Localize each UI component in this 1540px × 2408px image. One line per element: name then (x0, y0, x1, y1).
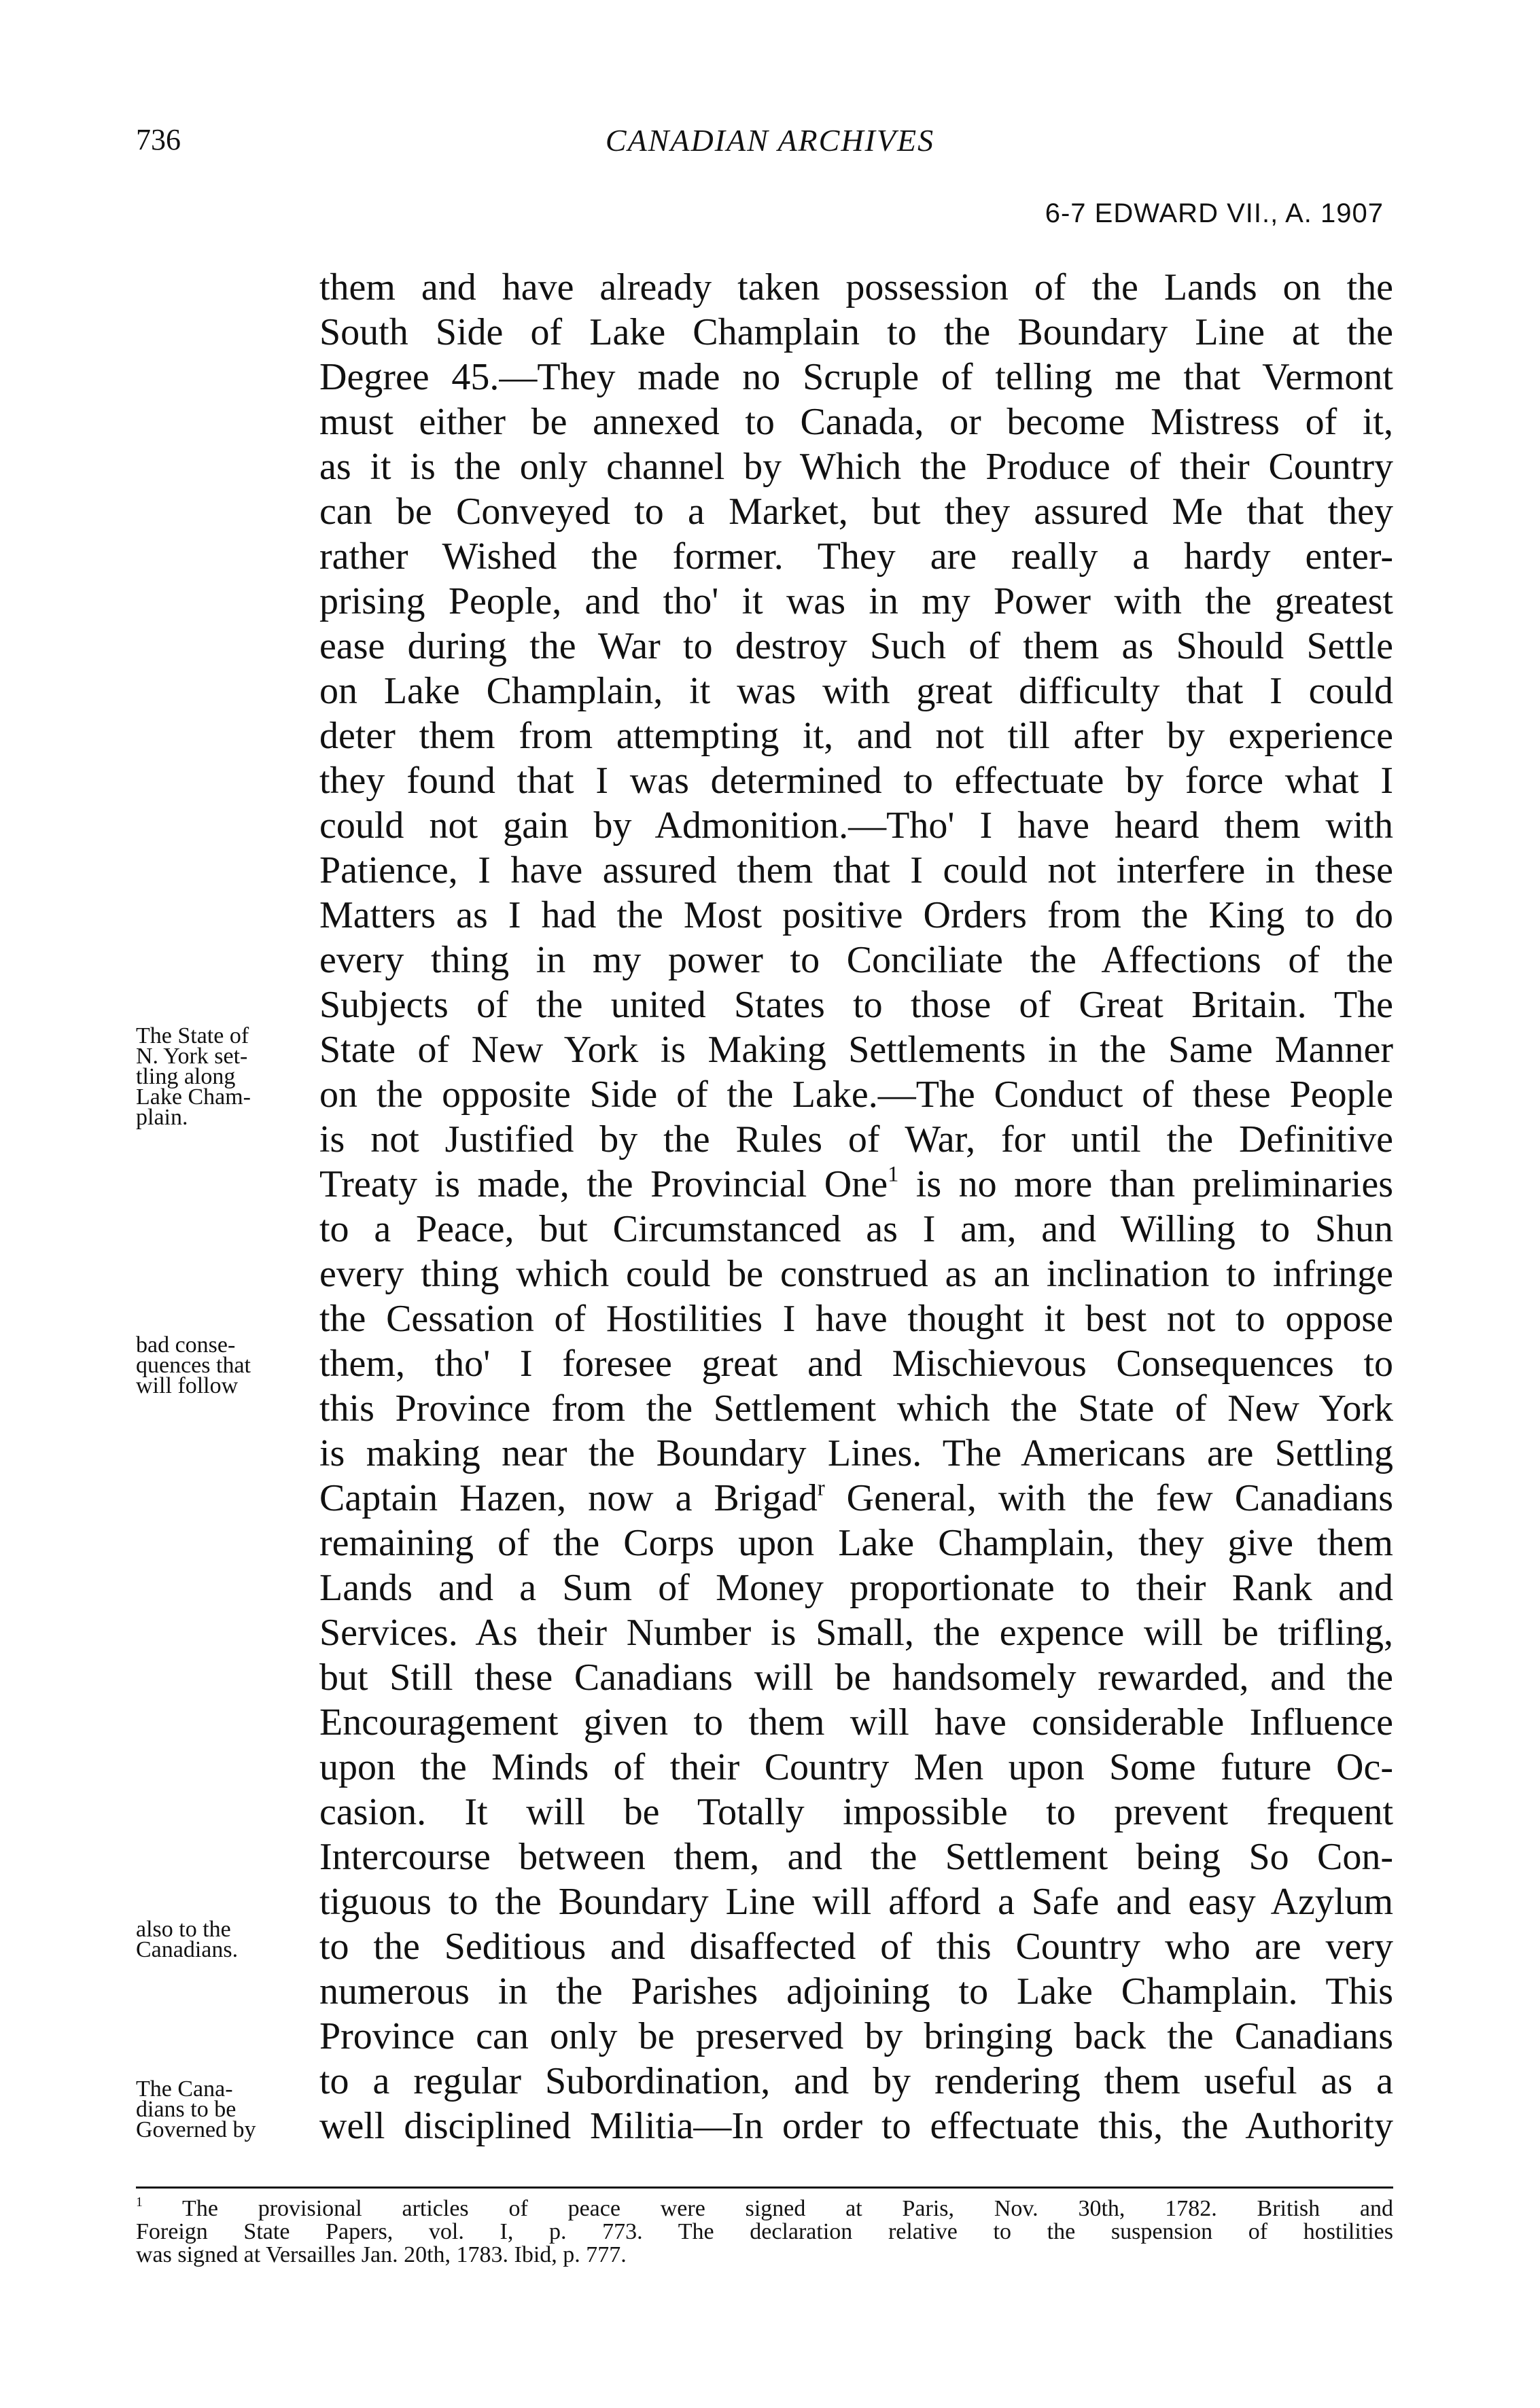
body-line-text: Captain Hazen, now a Brigad (319, 1477, 818, 1519)
sidenote-line: Lake Cham- (136, 1084, 251, 1110)
body-line: Encouragement given to them will have considerable Influence (319, 1701, 1393, 1743)
body-line: to the Seditious and disaffected of this Country who are very (319, 1926, 1393, 1968)
body-line: Services. As their Number is Small, the expence will be trifling, (319, 1612, 1393, 1654)
sidenote-line: also to the (136, 1917, 231, 1942)
body-line: Intercourse between them, and the Settlement being So Con- (319, 1836, 1393, 1878)
footnote-divider (136, 2186, 1393, 2189)
sidenote-line: Governed by (136, 2117, 256, 2142)
body-line: to a Peace, but Circumstanced as I am, and Willing to Shun (319, 1208, 1393, 1250)
body-line: can be Conveyed to a Market, but they assured Me that they (319, 491, 1393, 533)
body-line: Lands and a Sum of Money proportionate to their Rank and (319, 1567, 1393, 1609)
body-line: every thing in my power to Conciliate the Affections of the (319, 939, 1393, 981)
session-label: 6-7 EDWARD VII., A. 1907 (1045, 198, 1384, 228)
sidenote-line: Canadians. (136, 1937, 239, 1962)
body-line: this Province from the Settlement which the State of New York (319, 1387, 1393, 1430)
sidenote-line: will follow (136, 1373, 239, 1398)
body-line-footnote-ref (319, 1162, 1393, 1207)
body-line: upon the Minds of their Country Men upon Some future Oc- (319, 1746, 1393, 1788)
body-line: deter them from attempting it, and not till after by experience (319, 715, 1393, 757)
superscript-abbreviation: r (817, 1476, 825, 1501)
body-line: they found that I was determined to effectuate by force what I (319, 760, 1393, 802)
body-line-text: General, with the few Canadians (824, 1477, 1393, 1519)
footnote-line: was signed at Versailles Jan. 20th, 1783. Ibid, p. 777. (136, 2242, 627, 2267)
footnote-reference: 1 (888, 1162, 899, 1187)
body-line: on Lake Champlain, it was with great difficulty that I could (319, 670, 1393, 712)
body-line: Matters as I had the Most positive Orders from the King to do (319, 894, 1393, 936)
body-line: on the opposite Side of the Lake.—The Conduct of these People (319, 1074, 1393, 1116)
sidenote-state-ny (136, 1023, 318, 1130)
footnote-text: The provisional articles of peace were signed at Paris, Nov. 30th, 1782. British and (142, 2196, 1393, 2221)
sidenote-line: N. York set- (136, 1044, 248, 1069)
footnote-marker: 1 (136, 2195, 143, 2210)
body-text (319, 265, 1393, 2148)
body-line-text: is no more than preliminaries (898, 1163, 1393, 1205)
body-line: the Cessation of Hostilities I have thought it best not to oppose (319, 1298, 1393, 1340)
body-line: South Side of Lake Champlain to the Boundary Line at the (319, 311, 1393, 353)
sidenote-line: tling along (136, 1064, 236, 1089)
body-line: is making near the Boundary Lines. The Americans are Settling (319, 1432, 1393, 1474)
sidenote-bad-consequences (136, 1332, 318, 1398)
footnote-line (136, 2197, 1393, 2220)
sidenote-canadians-governed (136, 2076, 318, 2142)
footnote (136, 2197, 1393, 2267)
body-line: rather Wished the former. They are really a hardy enter- (319, 535, 1393, 578)
body-line: as it is the only channel by Which the Produce of their Country (319, 446, 1393, 488)
body-line: them, tho' I foresee great and Mischievous Consequences to (319, 1343, 1393, 1385)
body-line: them and have already taken possession of the Lands on the (319, 266, 1393, 308)
body-line: prising People, and tho' it was in my Power with the greatest (319, 580, 1393, 622)
body-line: to a regular Subordination, and by rendering them useful as a (319, 2060, 1393, 2102)
body-line: Province can only be preserved by bringing back the Canadians (319, 2015, 1393, 2057)
sidenote-line: bad conse- (136, 1332, 236, 1358)
body-line: is not Justified by the Rules of War, for until the Definitive (319, 1118, 1393, 1161)
body-line: Degree 45.—They made no Scruple of telling me that Vermont (319, 356, 1393, 398)
sidenote-line: The State of (136, 1023, 249, 1048)
footnote-line: Foreign State Papers, vol. I, p. 773. The declaration relative to the suspension of hostilities (136, 2219, 1393, 2244)
body-line: Patience, I have assured them that I could not interfere in these (319, 849, 1393, 891)
body-line: but Still these Canadians will be handsomely rewarded, and the (319, 1657, 1393, 1699)
body-line: ease during the War to destroy Such of them as Should Settle (319, 625, 1393, 667)
body-line: well disciplined Militia—In order to effectuate this, the Authority (319, 2105, 1393, 2147)
page-number: 736 (136, 123, 181, 156)
body-line: casion. It will be Totally impossible to prevent frequent (319, 1791, 1393, 1833)
body-line: could not gain by Admonition.—Tho' I have heard them with (319, 804, 1393, 847)
body-line: remaining of the Corps upon Lake Champlain, they give them (319, 1522, 1393, 1564)
body-line-text: Treaty is made, the Provincial One (319, 1163, 888, 1205)
sidenote-line: plain. (136, 1105, 188, 1130)
body-line: numerous in the Parishes adjoining to Lake Champlain. This (319, 1970, 1393, 2013)
sidenote-line: The Cana- (136, 2076, 233, 2102)
sidenote-line: quences that (136, 1353, 251, 1378)
body-line: tiguous to the Boundary Line will afford a Safe and easy Azylum (319, 1881, 1393, 1923)
body-line: Subjects of the united States to those of Great Britain. The (319, 984, 1393, 1026)
body-line: every thing which could be construed as an inclination to infringe (319, 1253, 1393, 1295)
running-title: CANADIAN ARCHIVES (605, 123, 935, 158)
sidenote-line: dians to be (136, 2097, 237, 2122)
body-line: must either be annexed to Canada, or become Mistress of it, (319, 401, 1393, 443)
sidenote-also-canadians (136, 1919, 318, 1960)
body-line-superscript (319, 1476, 1393, 1521)
body-line: State of New York is Making Settlements in the Same Manner (319, 1029, 1393, 1071)
